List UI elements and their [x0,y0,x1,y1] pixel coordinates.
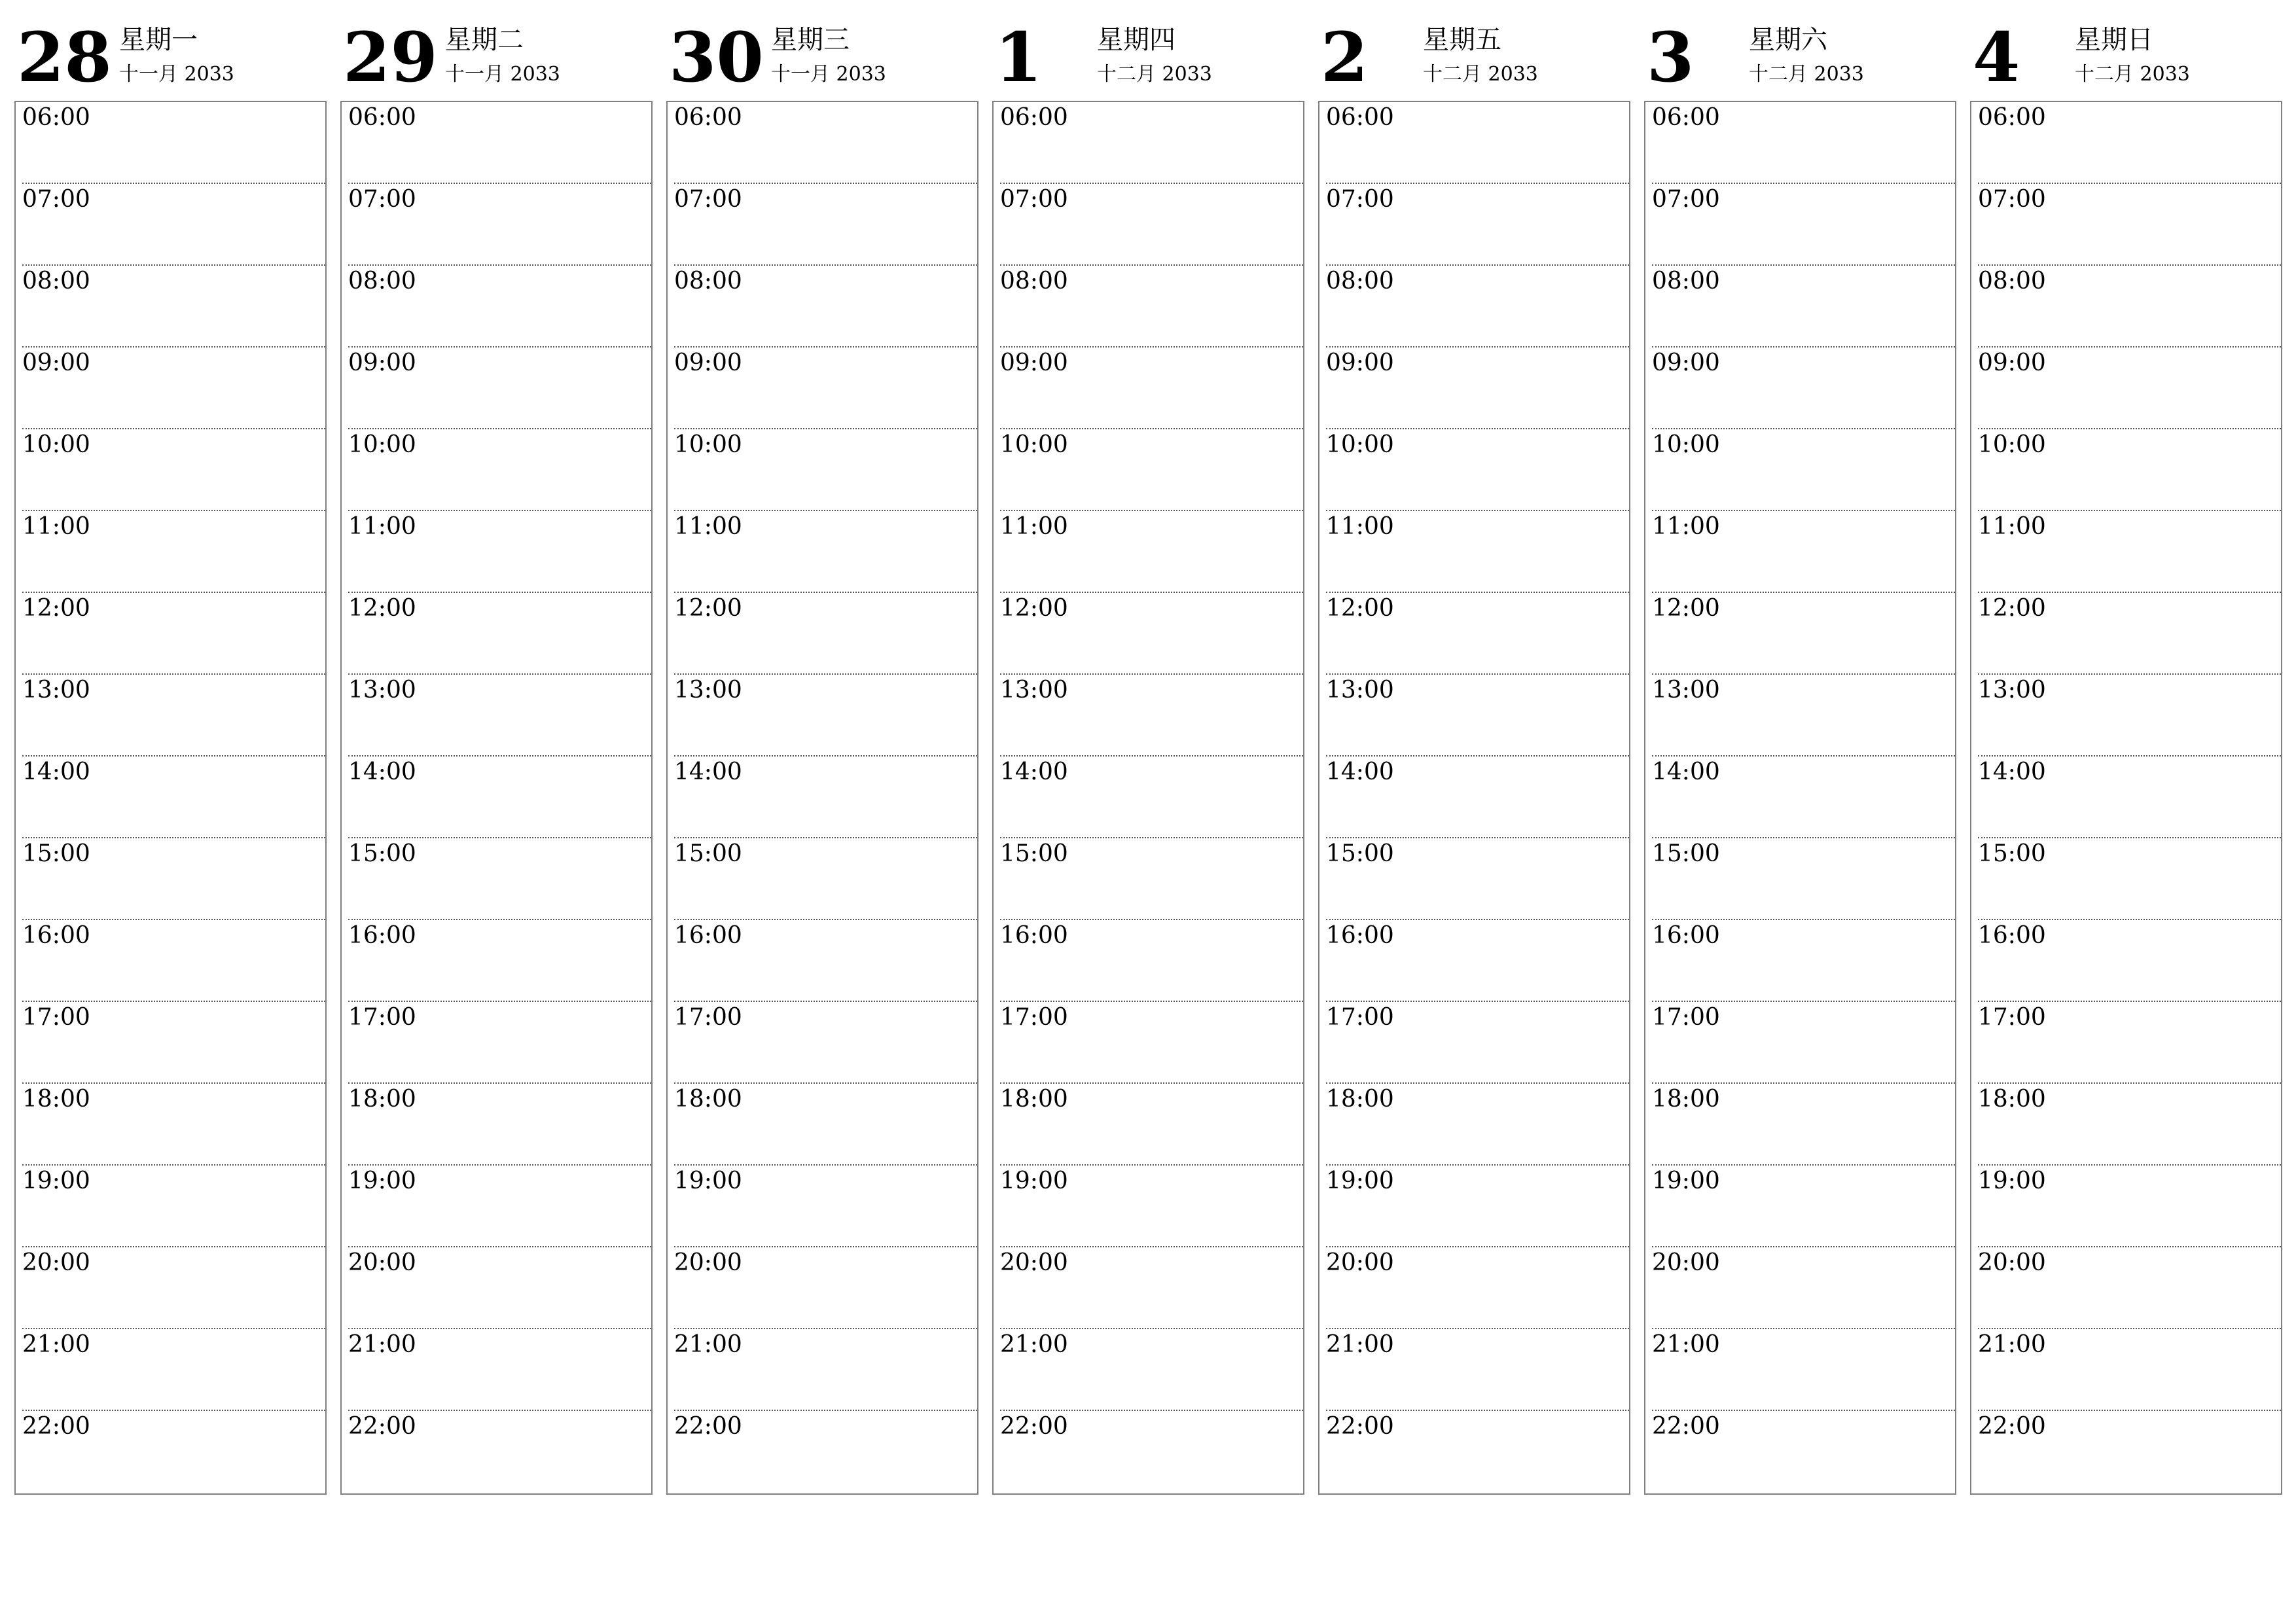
hour-label: 15:00 [1326,840,1394,867]
hour-label: 07:00 [674,186,742,213]
hour-label: 21:00 [1000,1331,1068,1358]
hour-label: 11:00 [1978,513,2046,540]
hour-slot [1978,675,2281,757]
day-header [1970,12,2282,99]
hour-label: 19:00 [1652,1168,1720,1194]
hour-label: 12:00 [1000,595,1068,622]
hour-slot [1000,1166,1303,1247]
hour-slot [348,675,651,757]
hour-label: 18:00 [1652,1086,1720,1113]
hour-label: 14:00 [674,758,742,785]
hour-slot [22,593,325,675]
hour-slot [1326,102,1629,184]
hour-slot [1326,1084,1629,1166]
hour-slot [674,266,977,348]
hour-label: 22:00 [348,1413,416,1440]
day-column [1318,12,1630,1497]
hour-label: 16:00 [674,922,742,949]
hour-slot [348,1247,651,1329]
hour-slot [1978,1002,2281,1084]
hour-slot [1326,838,1629,920]
hour-label: 12:00 [1326,595,1394,622]
hour-slot [1978,1411,2281,1493]
hour-slot [674,184,977,266]
hour-label: 15:00 [1652,840,1720,867]
weekday-label: 星期三 [771,25,850,55]
hour-label: 16:00 [1978,922,2046,949]
hour-label: 06:00 [348,104,416,131]
hour-slot [22,757,325,838]
weekday-label: 星期五 [1423,25,1501,55]
hour-label: 10:00 [22,431,90,458]
hour-slot [22,1247,325,1329]
hour-label: 17:00 [22,1004,90,1031]
hour-label: 19:00 [348,1168,416,1194]
hour-slot [22,184,325,266]
hour-slot [348,593,651,675]
hour-slot [1000,266,1303,348]
hour-slot [22,675,325,757]
day-schedule-box [1318,101,1630,1495]
hour-slot [1978,1329,2281,1411]
hour-slot [1652,1002,1955,1084]
hour-label: 06:00 [1326,104,1394,131]
day-column [666,12,978,1497]
hour-slot [348,1084,651,1166]
hour-label: 20:00 [22,1249,90,1276]
day-column [1644,12,1956,1497]
hour-slot [1326,675,1629,757]
hour-slot [1326,429,1629,511]
hour-label: 20:00 [1652,1249,1720,1276]
hour-label: 08:00 [1652,268,1720,294]
hour-label: 14:00 [1978,758,2046,785]
hour-label: 09:00 [1978,349,2046,376]
hour-slot [1000,920,1303,1002]
hour-slot [674,593,977,675]
hour-label: 19:00 [22,1168,90,1194]
hour-slot [1978,102,2281,184]
hour-label: 18:00 [1978,1086,2046,1113]
hour-slot [1978,511,2281,593]
hour-label: 22:00 [22,1413,90,1440]
hour-slot [674,348,977,429]
hour-label: 17:00 [1978,1004,2046,1031]
day-number: 30 [669,17,764,98]
hour-slot [1326,1166,1629,1247]
hour-label: 20:00 [348,1249,416,1276]
day-schedule-box [1970,101,2282,1495]
hour-slot [1326,511,1629,593]
hour-label: 07:00 [1000,186,1068,213]
hour-slot [1978,593,2281,675]
hour-label: 08:00 [674,268,742,294]
hour-slot [1978,429,2281,511]
hour-label: 16:00 [1326,922,1394,949]
hour-slot [674,920,977,1002]
hour-slot [22,511,325,593]
month-year-label: 十一月 2033 [445,63,560,86]
hour-label: 19:00 [674,1168,742,1194]
day-column [340,12,653,1497]
hour-slot [22,1329,325,1411]
hour-slot [22,920,325,1002]
hour-label: 12:00 [1652,595,1720,622]
hour-label: 12:00 [674,595,742,622]
hour-slot [674,102,977,184]
hour-label: 15:00 [1978,840,2046,867]
hour-label: 15:00 [22,840,90,867]
hour-label: 14:00 [22,758,90,785]
hour-label: 16:00 [1652,922,1720,949]
hour-label: 14:00 [348,758,416,785]
day-column [992,12,1304,1497]
hour-slot [1326,1247,1629,1329]
hour-slot [22,348,325,429]
hour-label: 06:00 [1000,104,1068,131]
hour-label: 09:00 [348,349,416,376]
hour-label: 21:00 [348,1331,416,1358]
hour-label: 07:00 [348,186,416,213]
hour-slot [1326,266,1629,348]
hour-slot [348,102,651,184]
hour-label: 15:00 [348,840,416,867]
month-year-label: 十一月 2033 [771,63,886,86]
day-number: 4 [1973,17,2020,98]
day-schedule-box [992,101,1304,1495]
weekday-label: 星期日 [2075,25,2153,55]
weekday-label: 星期二 [445,25,524,55]
month-year-label: 十二月 2033 [1097,63,1212,86]
hour-slot [1652,266,1955,348]
hour-label: 18:00 [22,1086,90,1113]
hour-slot [1000,838,1303,920]
day-schedule-box [1644,101,1956,1495]
day-header [1318,12,1630,99]
hour-label: 13:00 [348,677,416,704]
hour-label: 21:00 [1326,1331,1394,1358]
hour-slot [1652,757,1955,838]
hour-slot [348,184,651,266]
hour-slot [1000,348,1303,429]
weekly-planner [14,12,2284,1497]
hour-label: 07:00 [22,186,90,213]
hour-label: 21:00 [674,1331,742,1358]
hour-slot [1978,266,2281,348]
hour-label: 18:00 [674,1086,742,1113]
hour-slot [1652,1329,1955,1411]
hour-slot [1000,1002,1303,1084]
hour-label: 17:00 [674,1004,742,1031]
hour-slot [1652,1411,1955,1493]
hour-slot [1326,1002,1629,1084]
hour-label: 07:00 [1326,186,1394,213]
hour-slot [674,838,977,920]
hour-slot [1978,348,2281,429]
hour-slot [674,429,977,511]
hour-label: 11:00 [674,513,742,540]
hour-label: 20:00 [674,1249,742,1276]
hour-slot [674,757,977,838]
hour-slot [1652,1247,1955,1329]
hour-label: 10:00 [1000,431,1068,458]
hour-slot [1652,184,1955,266]
hour-slot [1000,593,1303,675]
hour-label: 17:00 [1000,1004,1068,1031]
hour-slot [1326,184,1629,266]
hour-label: 18:00 [1000,1086,1068,1113]
hour-slot [674,1002,977,1084]
day-header [666,12,978,99]
hour-slot [1978,920,2281,1002]
hour-label: 09:00 [1326,349,1394,376]
hour-label: 11:00 [348,513,416,540]
hour-label: 13:00 [674,677,742,704]
hour-slot [22,1002,325,1084]
hour-slot [1326,1329,1629,1411]
weekday-label: 星期六 [1749,25,1827,55]
hour-slot [1652,1084,1955,1166]
hour-label: 18:00 [348,1086,416,1113]
hour-label: 11:00 [1652,513,1720,540]
weekday-label: 星期四 [1097,25,1175,55]
hour-label: 15:00 [674,840,742,867]
hour-label: 12:00 [22,595,90,622]
hour-slot [1000,1084,1303,1166]
hour-slot [1652,511,1955,593]
hour-label: 06:00 [22,104,90,131]
hour-slot [22,266,325,348]
hour-slot [1978,757,2281,838]
hour-slot [1652,102,1955,184]
day-header [992,12,1304,99]
hour-label: 13:00 [1978,677,2046,704]
hour-slot [1652,920,1955,1002]
hour-slot [1326,348,1629,429]
hour-slot [1652,429,1955,511]
month-year-label: 十二月 2033 [1749,63,1864,86]
hour-label: 19:00 [1000,1168,1068,1194]
hour-label: 20:00 [1326,1249,1394,1276]
hour-label: 08:00 [22,268,90,294]
hour-slot [1978,1084,2281,1166]
hour-slot [348,429,651,511]
hour-slot [674,675,977,757]
hour-slot [674,1166,977,1247]
hour-slot [674,1329,977,1411]
hour-slot [348,1411,651,1493]
hour-label: 11:00 [1000,513,1068,540]
hour-label: 06:00 [674,104,742,131]
hour-label: 08:00 [348,268,416,294]
hour-slot [22,1166,325,1247]
day-number: 29 [343,17,438,98]
hour-slot [1000,1411,1303,1493]
hour-label: 08:00 [1000,268,1068,294]
hour-slot [1652,1166,1955,1247]
hour-label: 13:00 [22,677,90,704]
hour-slot [1000,184,1303,266]
hour-slot [1000,675,1303,757]
month-year-label: 十一月 2033 [119,63,234,86]
hour-label: 08:00 [1978,268,2046,294]
hour-slot [22,429,325,511]
hour-slot [348,920,651,1002]
hour-label: 11:00 [22,513,90,540]
hour-label: 17:00 [1652,1004,1720,1031]
hour-label: 09:00 [22,349,90,376]
hour-label: 10:00 [1326,431,1394,458]
month-year-label: 十二月 2033 [2075,63,2190,86]
day-number: 28 [17,17,112,98]
hour-slot [1652,348,1955,429]
hour-label: 14:00 [1326,758,1394,785]
hour-slot [674,1247,977,1329]
hour-label: 09:00 [1000,349,1068,376]
hour-label: 10:00 [674,431,742,458]
hour-slot [348,1002,651,1084]
hour-label: 16:00 [348,922,416,949]
day-schedule-box [14,101,327,1495]
hour-slot [1326,1411,1629,1493]
hour-label: 15:00 [1000,840,1068,867]
hour-label: 06:00 [1978,104,2046,131]
hour-label: 20:00 [1978,1249,2046,1276]
hour-label: 10:00 [1652,431,1720,458]
hour-label: 16:00 [22,922,90,949]
hour-label: 06:00 [1652,104,1720,131]
day-column [14,12,327,1497]
hour-label: 21:00 [1652,1331,1720,1358]
hour-label: 22:00 [1978,1413,2046,1440]
hour-slot [1000,1247,1303,1329]
hour-slot [1000,757,1303,838]
day-header [340,12,653,99]
hour-label: 14:00 [1000,758,1068,785]
day-number: 3 [1647,17,1695,98]
hour-slot [1978,1166,2281,1247]
hour-label: 22:00 [674,1413,742,1440]
hour-slot [1652,838,1955,920]
hour-slot [674,1084,977,1166]
hour-label: 18:00 [1326,1086,1394,1113]
hour-label: 13:00 [1000,677,1068,704]
day-column [1970,12,2282,1497]
hour-label: 17:00 [348,1004,416,1031]
hour-slot [348,511,651,593]
hour-label: 13:00 [1652,677,1720,704]
hour-slot [348,1329,651,1411]
hour-slot [22,838,325,920]
hour-label: 22:00 [1652,1413,1720,1440]
day-header [14,12,327,99]
hour-label: 17:00 [1326,1004,1394,1031]
hour-label: 07:00 [1978,186,2046,213]
hour-label: 08:00 [1326,268,1394,294]
hour-label: 10:00 [1978,431,2046,458]
day-schedule-box [340,101,653,1495]
day-number: 2 [1321,17,1369,98]
hour-label: 09:00 [1652,349,1720,376]
hour-label: 22:00 [1326,1413,1394,1440]
hour-label: 20:00 [1000,1249,1068,1276]
hour-slot [1326,920,1629,1002]
hour-label: 12:00 [348,595,416,622]
hour-slot [348,1166,651,1247]
hour-label: 07:00 [1652,186,1720,213]
hour-slot [1652,593,1955,675]
hour-label: 19:00 [1326,1168,1394,1194]
month-year-label: 十二月 2033 [1423,63,1538,86]
hour-slot [1000,511,1303,593]
hour-slot [348,838,651,920]
hour-slot [1978,1247,2281,1329]
hour-label: 21:00 [22,1331,90,1358]
hour-label: 12:00 [1978,595,2046,622]
hour-slot [674,511,977,593]
hour-label: 09:00 [674,349,742,376]
hour-label: 16:00 [1000,922,1068,949]
hour-label: 13:00 [1326,677,1394,704]
hour-label: 14:00 [1652,758,1720,785]
hour-slot [1978,838,2281,920]
hour-slot [348,266,651,348]
hour-slot [22,102,325,184]
hour-slot [1000,429,1303,511]
day-header [1644,12,1956,99]
hour-slot [348,757,651,838]
hour-slot [674,1411,977,1493]
hour-label: 11:00 [1326,513,1394,540]
hour-label: 19:00 [1978,1168,2046,1194]
hour-slot [1652,675,1955,757]
day-number: 1 [995,17,1043,98]
hour-slot [1978,184,2281,266]
hour-label: 10:00 [348,431,416,458]
hour-slot [1000,102,1303,184]
hour-label: 21:00 [1978,1331,2046,1358]
hour-slot [1326,593,1629,675]
weekday-label: 星期一 [119,25,198,55]
hour-slot [22,1411,325,1493]
day-schedule-box [666,101,978,1495]
hour-slot [348,348,651,429]
hour-slot [22,1084,325,1166]
hour-slot [1000,1329,1303,1411]
hour-label: 22:00 [1000,1413,1068,1440]
hour-slot [1326,757,1629,838]
